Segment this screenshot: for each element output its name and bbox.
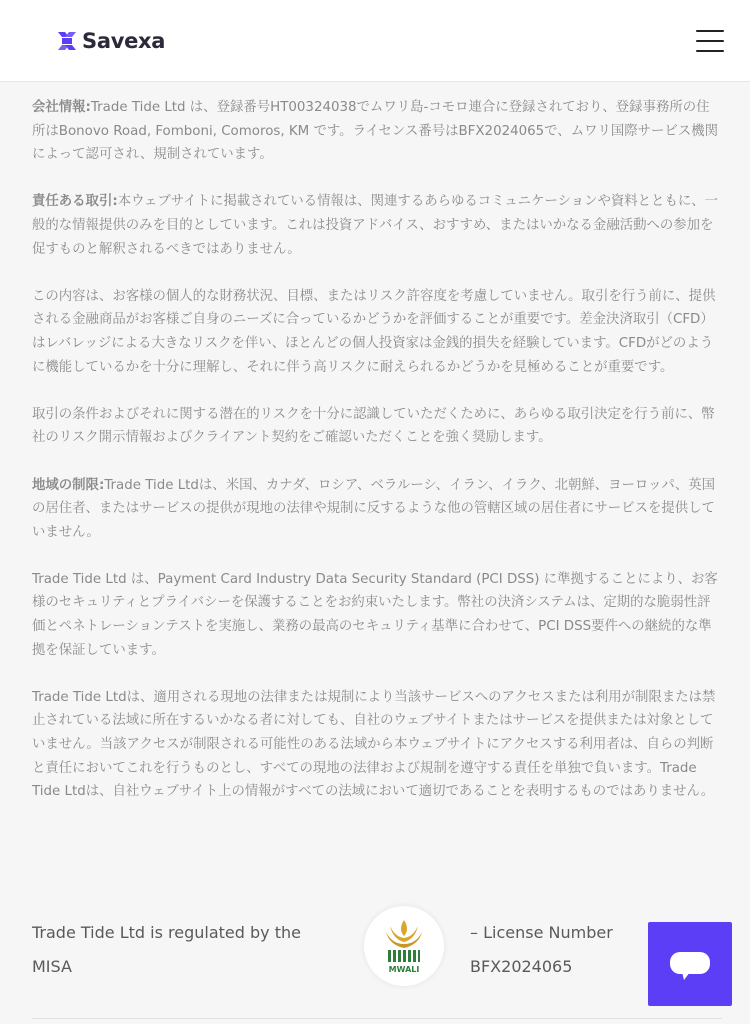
license-number: BFX2024065 [470, 957, 573, 976]
section-heading: 会社情報: [32, 100, 91, 115]
terms-paragraph [32, 403, 722, 450]
jurisdiction-paragraph [32, 686, 722, 804]
company-info-paragraph [32, 96, 722, 167]
section-text: 取引の条件およびそれに関する潜在的リスクを十分に認識していただくために、あらゆる取引決定を行う前に、幣社のリスク開示情報およびクライアント契約をご確認いただくことを強く奨励します。 [32, 406, 715, 446]
mwali-seal-logo [364, 906, 444, 986]
section-text: Trade Tide Ltd は、Payment Card Industry Data Security Standard (PCI DSS) に準拠することにより、お客様のセキュリティとプライバシーを保護することをお約束いたします。幣社の決済システムは、定期的な脆弱性評価とペネトレーションテストを実施し、業務の最高のセキュリティ基準に合わせて、PCI DSS要件への継続的な準拠を保証しています。 [32, 571, 718, 658]
seal-text: MWALI [388, 965, 420, 974]
savexa-logo-icon [56, 30, 78, 52]
section-text: 本ウェブサイトに掲載されている情報は、関連するあらゆるコミュニケーションや資料とともに、一般的な情報提供のみを目的としています。これは投資アドバイス、おすすめ、またはいかなる金融活動への参加を促すものと解釈されるべきではありません。 [32, 194, 718, 257]
regional-restrictions-paragraph [32, 474, 722, 545]
regulation-statement [32, 916, 332, 984]
section-text: Trade Tide Ltd は、登録番号HT00324038でムワリ島-コモロ連合に登録されており、登録事務所の住所はBonovo Road, Fomboni, Comoros, KM です。ライセンス番号はBFX2024065で、ムワリ国際サービス機関によって認可され、規制されています。 [32, 100, 718, 163]
section-text: Trade Tide Ltdは、米国、カナダ、ロシア、ベラルーシ、イラン、イラク、北朝鮮、ヨーロッパ、英国の居住者、またはサービスの提供が現地の法律や規制に反するような他の管轄区域の居住者にサービスを提供していません。 [32, 477, 715, 540]
section-heading: 地域の制限: [32, 477, 105, 493]
chat-button[interactable] [648, 922, 732, 1006]
brand-name: Savexa [82, 29, 166, 53]
brand-logo[interactable] [56, 28, 165, 54]
license-label: – License Number [470, 923, 613, 942]
regulator-name: MISA [32, 957, 72, 976]
section-heading: 責任ある取引: [32, 194, 118, 210]
risk-paragraph [32, 285, 722, 379]
license-statement [470, 916, 650, 984]
regulation-line: Trade Tide Ltd is regulated by the [32, 923, 301, 942]
footer-divider [32, 1018, 722, 1019]
chat-bubble-icon [648, 922, 732, 1006]
mwali-emblem-icon [364, 906, 444, 986]
responsible-trading-paragraph [32, 190, 722, 261]
pci-dss-paragraph [32, 568, 722, 662]
hamburger-menu-icon[interactable] [696, 30, 726, 52]
section-text: Trade Tide Ltdは、適用される現地の法律または規制により当該サービスへのアクセスまたは利用が制限または禁止されている法域に所在するいかなる者に対しても、自社のウェブサイトまたはサービスを提供または対象としていません。当該アクセスが制限される可能性のある法域から本ウェブサイトにアクセスする利用者は、自らの判断と責任においてこれを行うものとし、すべての現地の法律および規制を遵守する責任を単独で負います。Trade Tide Ltdは、自社ウェブサイト上の情報がすべての法域において適切であることを表明するものではありません。 [32, 689, 716, 800]
disclaimer-content [32, 96, 722, 827]
section-text: この内容は、お客様の個人的な財務状況、目標、またはリスク許容度を考慮していません。取引を行う前に、提供される金融商品がお客様ご自身のニーズに合っているかどうかを評価することが重要です。差金決済取引（CFD）はレバレッジによる大きなリスクを伴い、ほとんどの個人投資家は金銭的損失を経験しています。CFDがどのように機能しているかを十分に理解し、それに伴う高リスクに耐えられるかどうかを見極めることが重要です。 [32, 288, 716, 375]
site-header [0, 0, 750, 82]
